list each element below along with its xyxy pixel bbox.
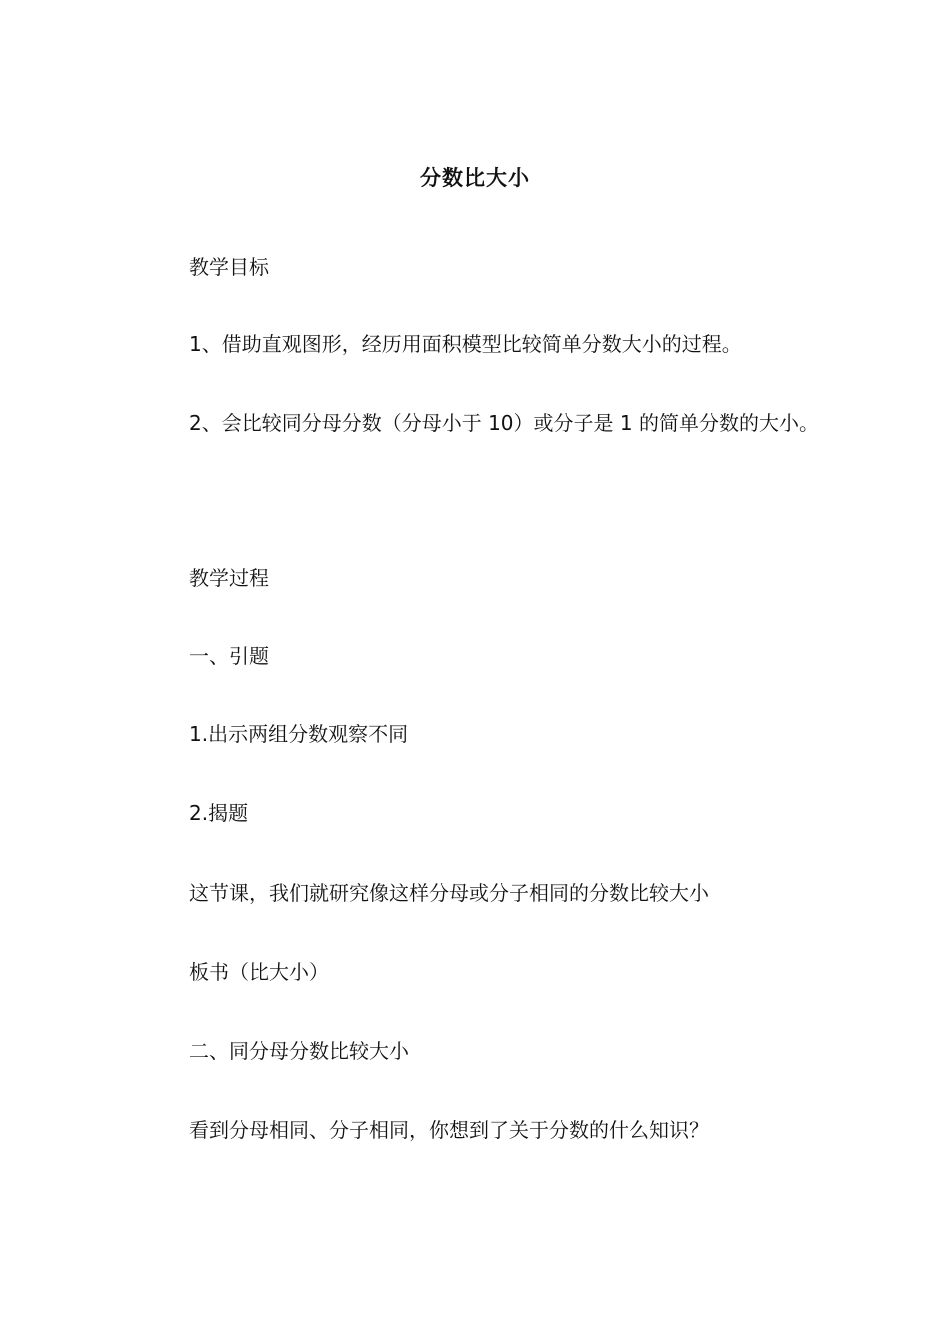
document-title: 分数比大小	[420, 166, 530, 190]
question-text: 看到分母相同、分子相同，你想到了关于分数的什么知识？	[189, 1118, 709, 1142]
heading-teaching-process: 教学过程	[189, 566, 269, 590]
intro-step-2: 2.揭题	[189, 801, 249, 825]
board-note: 板书（比大小）	[189, 960, 329, 984]
intro-step-1: 1.出示两组分数观察不同	[189, 722, 409, 746]
lesson-statement: 这节课，我们就研究像这样分母或分子相同的分数比较大小	[189, 881, 709, 905]
heading-teaching-goals: 教学目标	[189, 255, 269, 279]
section-same-denominator: 二、同分母分数比较大小	[189, 1039, 409, 1063]
goal-item-1: 1、借助直观图形，经历用面积模型比较简单分数大小的过程。	[189, 332, 742, 356]
section-intro: 一、引题	[189, 644, 269, 668]
goal-item-2: 2、会比较同分母分数（分母小于 10）或分子是 1 的简单分数的大小。	[189, 411, 819, 435]
